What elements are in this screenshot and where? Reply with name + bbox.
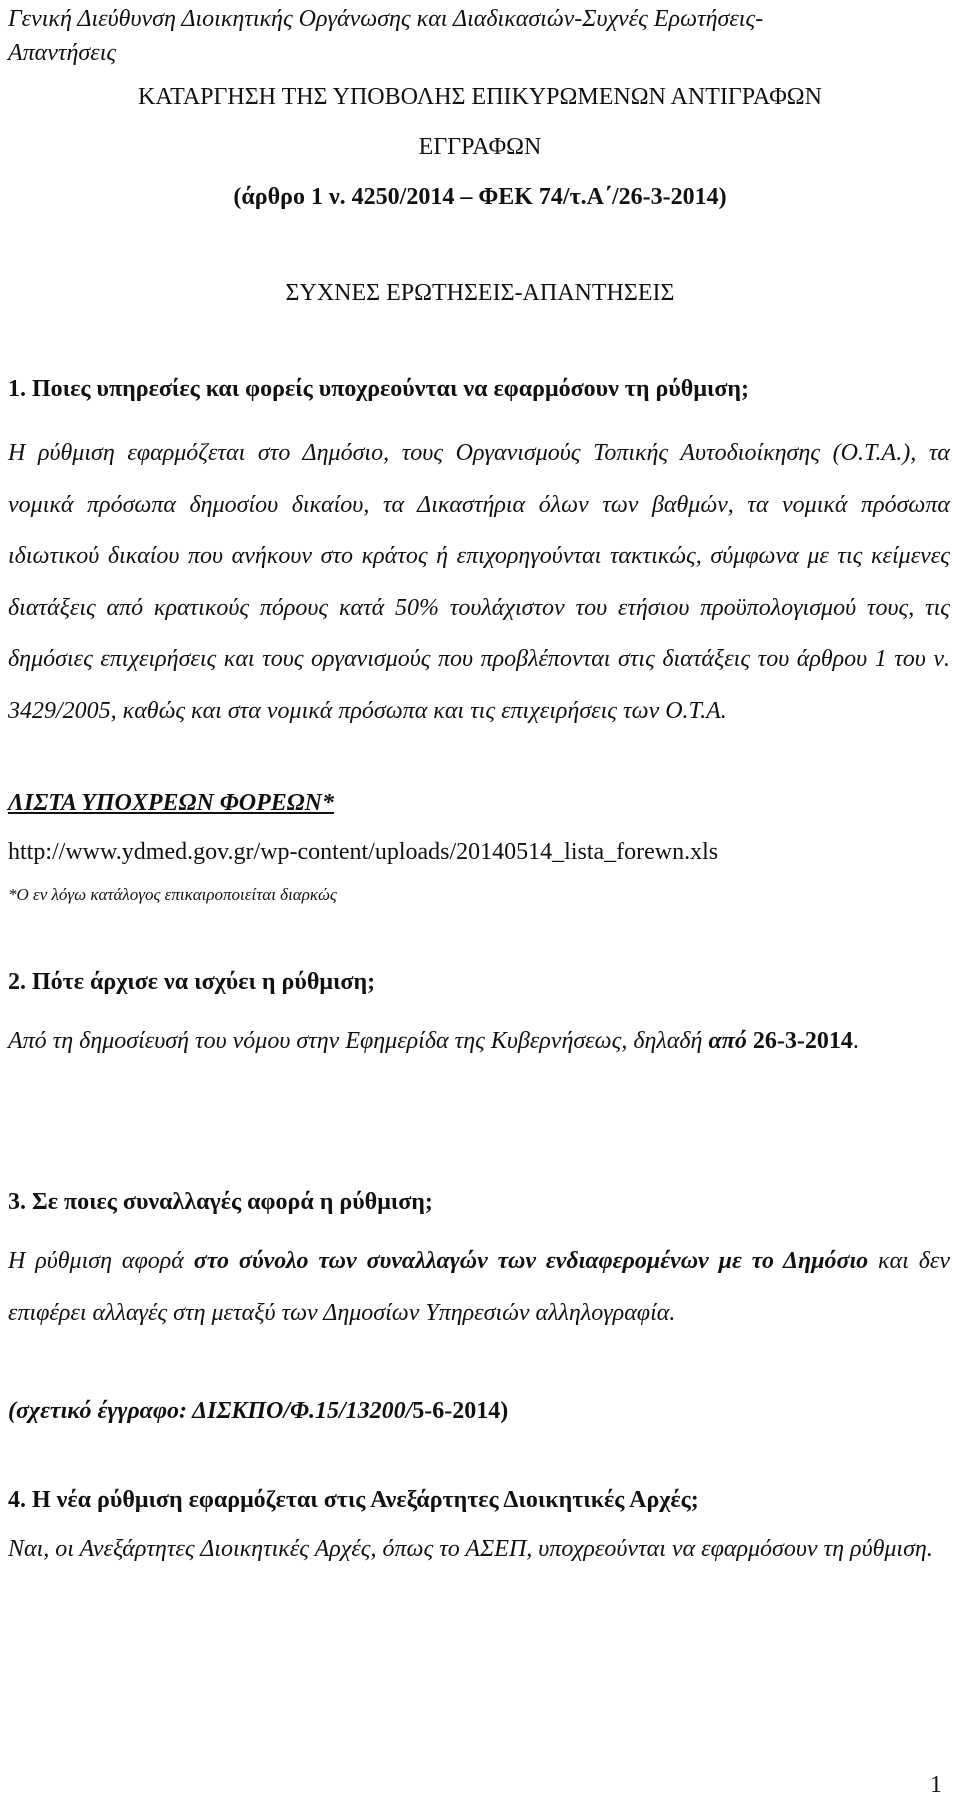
answer-4: Ναι, οι Ανεξάρτητες Διοικητικές Αρχές, όπως το ΑΣΕΠ, υποχρεούνται να εφαρμόσουν τη ρύθμιση. bbox=[8, 1536, 933, 1562]
question-1: 1. Ποιες υπηρεσίες και φορείς υποχρεούνται να εφαρμόσουν τη ρύθμιση; bbox=[8, 376, 750, 402]
page-number: 1 bbox=[930, 1772, 942, 1798]
law-reference: (άρθρο 1 ν. 4250/2014 – ΦΕΚ 74/τ.Α΄/26-3-2014) bbox=[233, 184, 727, 210]
section-title: ΣΥΧΝΕΣ ΕΡΩΤΗΣΕΙΣ-ΑΠΑΝΤΗΣΕΙΣ bbox=[285, 280, 675, 306]
answer-2-bold-italic: από bbox=[708, 1028, 747, 1054]
question-2: 2. Πότε άρχισε να ισχύει η ρύθμιση; bbox=[8, 969, 376, 995]
answer-1: Η ρύθμιση εφαρμόζεται στο Δημόσιο, τους Οργανισμούς Τοπικής Αυτοδιοίκησης (Ο.Τ.Α.), τα νομικά πρόσωπα δημοσίου δικαίου, τα Δικαστήρια όλων των βαθμών, τα νομικά πρόσωπα ιδιωτικού δικαίου που ανήκουν στο κράτος ή επιχορηγούνται τακτικώς, σύμφωνα με τις κείμενες διατάξεις από κρατικούς πόρους κατά 50% τουλάχιστον του ετήσιου προϋπολογισμού τους, τις δημόσιες επιχειρήσεις και τους οργανισμούς που προβλέπονται στις διατάξεις του άρθρου 1 του ν. 3429/2005, καθώς και στα νομικά πρόσωπα και τις επιχειρήσεις των Ο.Τ.Α. bbox=[8, 440, 950, 724]
list-title: ΛΙΣΤΑ ΥΠΟΧΡΕΩΝ ΦΟΡΕΩΝ* bbox=[8, 790, 334, 816]
header-text: Γενική Διεύθυνση Διοικητικής Οργάνωσης και Διαδικασιών-Συχνές Ερωτήσεις- Απαντήσεις bbox=[8, 6, 764, 66]
answer-3: Η ρύθμιση αφορά στο σύνολο των συναλλαγών των ενδιαφερομένων με το Δημόσιο και δεν επιφέρει αλλαγές στη μεταξύ των Δημοσίων Υπηρεσιών αλληλογραφία. bbox=[8, 1248, 951, 1326]
question-4: 4. Η νέα ρύθμιση εφαρμόζεται στις Ανεξάρτητες Διοικητικές Αρχές; bbox=[8, 1487, 699, 1513]
title-line-2: ΕΓΓΡΑΦΩΝ bbox=[418, 134, 542, 160]
question-3: 3. Σε ποιες συναλλαγές αφορά η ρύθμιση; bbox=[8, 1189, 433, 1215]
reference-document: (σχετικό έγγραφο: ΔΙΣΚΠΟ/Φ.15/13200/5-6-2014) bbox=[8, 1398, 509, 1424]
title-line-1: ΚΑΤΑΡΓΗΣΗ ΤΗΣ ΥΠΟΒΟΛΗΣ ΕΠΙΚΥΡΩΜΕΝΩΝ ΑΝΤΙΓΡΑΦΩΝ bbox=[138, 84, 822, 110]
list-note: *Ο εν λόγω κατάλογος επικαιροποιείται διαρκώς bbox=[8, 885, 337, 904]
list-url-link[interactable]: http://www.ydmed.gov.gr/wp-content/uploads/20140514_lista_forewn.xls bbox=[8, 839, 719, 865]
answer-2: Από τη δημοσίευσή του νόμου στην Εφημερίδα της Κυβερνήσεως, δηλαδή από 26-3-2014. bbox=[8, 1028, 859, 1054]
answer-3-emphasis: στο σύνολο των συναλλαγών των ενδιαφερομένων με το Δημόσιο bbox=[193, 1248, 869, 1274]
answer-2-date: 26-3-2014 bbox=[746, 1028, 853, 1054]
